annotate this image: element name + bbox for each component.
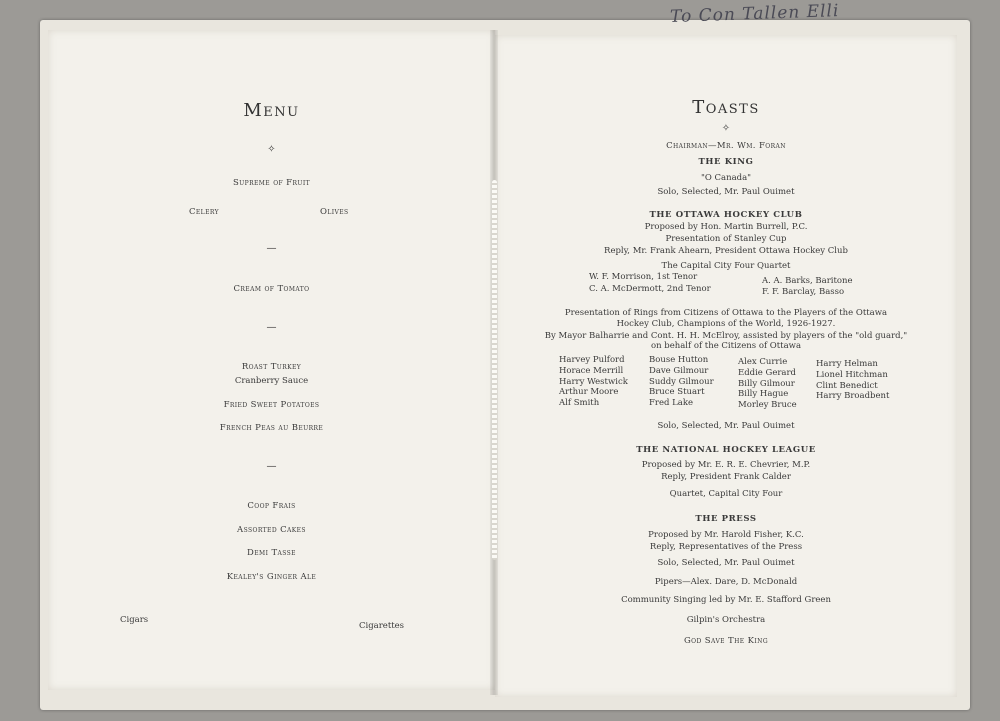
player-name: Fred Lake <box>649 398 694 409</box>
menu-separator: — <box>266 243 277 254</box>
player-name: Harry Broadbent <box>816 391 890 402</box>
cigars-label: Cigars <box>120 615 149 625</box>
singing-line: Community Singing led by Mr. E. Stafford Green <box>621 595 831 605</box>
quartet-member: C. A. McDermott, 2nd Tenor <box>589 284 711 294</box>
league-proposed: Proposed by Mr. E. R. E. Chevrier, M.P. <box>641 460 811 470</box>
players-column <box>559 355 628 409</box>
orchestra-line: Gilpin's Orchestra <box>686 615 766 625</box>
solo-line: Solo, Selected, Mr. Paul Ouimet <box>657 187 795 197</box>
player-name: Bruce Stuart <box>649 387 705 398</box>
toast-heading-league: THE NATIONAL HOCKEY LEAGUE <box>636 445 816 455</box>
press-reply: Reply, Representatives of the Press <box>649 542 803 552</box>
player-name: Billy Gilmour <box>738 378 795 389</box>
club-proposed: Proposed by Hon. Martin Burrell, P.C. <box>644 222 808 232</box>
quartet-title: The Capital City Four Quartet <box>661 261 791 271</box>
quartet-member: A. A. Barks, Baritone <box>762 276 853 286</box>
player-name: Morley Bruce <box>738 400 797 411</box>
menu-title: Menu <box>243 100 300 121</box>
mayor-line: on behalf of the Citizens of Ottawa <box>650 341 802 351</box>
toasts-ornament-icon: ✧ <box>721 123 731 134</box>
mayor-line: By Mayor Balharrie and Cont. H. H. McElroy, assisted by players of the "old guard," <box>544 331 908 341</box>
menu-ornament-icon: ✧ <box>267 144 276 155</box>
menu-item: Assorted Cakes <box>237 525 306 535</box>
toasts-title: Toasts <box>692 97 760 118</box>
menu-page <box>48 30 495 690</box>
player-name: Alf Smith <box>559 398 600 409</box>
menu-item: Supreme of Fruit <box>232 178 311 188</box>
quartet-member: F. F. Barclay, Basso <box>762 287 845 297</box>
player-name: Bouse Hutton <box>649 355 709 365</box>
league-quartet: Quartet, Capital City Four <box>669 489 783 499</box>
binding-cord <box>492 180 497 560</box>
menu-item: Celery <box>189 207 219 217</box>
player-name: Clint Benedict <box>816 380 878 391</box>
menu-item: Olives <box>320 207 349 217</box>
rings-line: Presentation of Rings from Citizens of Ottawa to the Players of the Ottawa <box>564 308 888 318</box>
player-name: Harry Helman <box>816 359 878 369</box>
toast-heading-king: THE KING <box>698 157 754 167</box>
solo-line: Solo, Selected, Mr. Paul Ouimet <box>657 421 795 431</box>
player-name: Harvey Pulford <box>559 355 625 365</box>
player-name: Harry Westwick <box>559 376 628 387</box>
club-presentation: Presentation of Stanley Cup <box>665 234 787 244</box>
club-reply: Reply, Mr. Frank Ahearn, President Ottawa Hockey Club <box>604 246 848 256</box>
handwritten-inscription: To Con Tallen Elli <box>669 1 840 27</box>
menu-item: Cream of Tomato <box>233 284 310 294</box>
player-name: Lionel Hitchman <box>816 369 888 380</box>
pipers-line: Pipers—Alex. Dare, D. McDonald <box>654 577 798 587</box>
toast-heading-press: THE PRESS <box>695 514 757 524</box>
menu-item: Kealey's Ginger Ale <box>226 572 317 582</box>
quartet-member: W. F. Morrison, 1st Tenor <box>589 272 698 282</box>
chairman-line: Chairman—Mr. Wm. Foran <box>666 141 786 151</box>
menu-separator: — <box>266 322 277 333</box>
menu-item: Demi Tasse <box>247 548 296 558</box>
closing-line: God Save The King <box>683 636 769 646</box>
menu-item: Cranberry Sauce <box>234 376 309 386</box>
league-reply: Reply, President Frank Calder <box>661 472 791 482</box>
anthem-line: "O Canada" <box>700 173 752 183</box>
player-name: Arthur Moore <box>559 387 619 398</box>
player-name: Eddie Gerard <box>738 367 796 378</box>
player-name: Suddy Gilmour <box>649 376 714 387</box>
player-name: Horace Merrill <box>559 365 624 376</box>
player-name: Alex Currie <box>738 357 788 367</box>
menu-item: Coop Frais <box>247 501 296 511</box>
players-column <box>649 355 714 409</box>
cigarettes-label: Cigarettes <box>359 621 405 631</box>
rings-line: Hockey Club, Champions of the World, 1926-1927. <box>616 319 836 329</box>
toast-heading-club: THE OTTAWA HOCKEY CLUB <box>649 210 803 220</box>
press-proposed: Proposed by Mr. Harold Fisher, K.C. <box>648 530 804 540</box>
menu-item: Fried Sweet Potatoes <box>223 400 320 410</box>
menu-separator: — <box>266 461 277 472</box>
solo-line: Solo, Selected, Mr. Paul Ouimet <box>657 558 795 568</box>
player-name: Dave Gilmour <box>649 365 709 376</box>
players-column <box>738 357 797 411</box>
toasts-page <box>495 35 957 697</box>
players-column <box>816 359 889 402</box>
menu-item: French Peas au Beurre <box>219 423 324 433</box>
menu-item: Roast Turkey <box>241 362 302 372</box>
player-name: Billy Hague <box>738 389 789 400</box>
